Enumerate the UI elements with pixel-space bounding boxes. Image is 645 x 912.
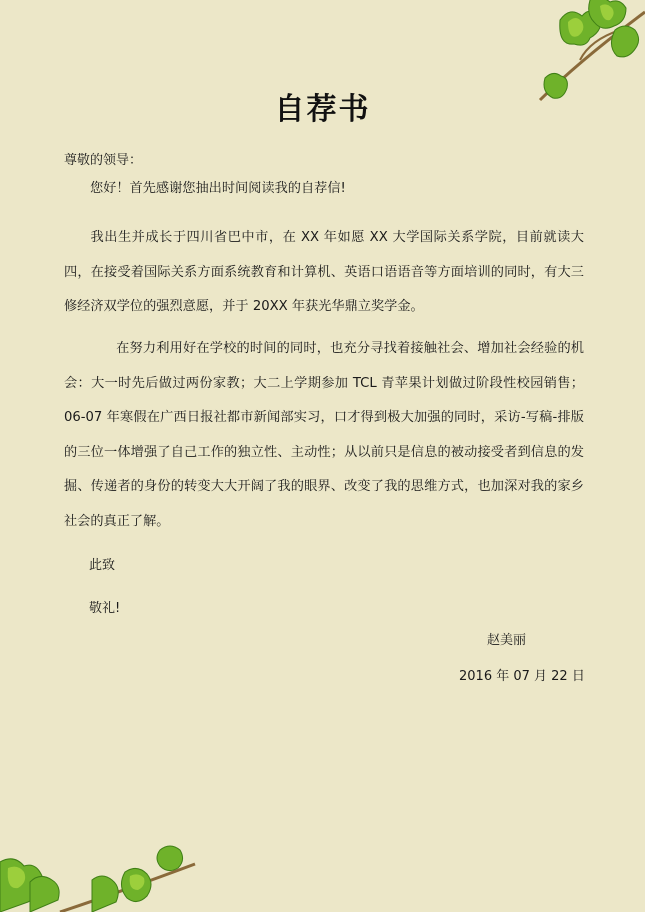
paragraph-background-text: 我出生并成长于四川省巴中市，在 XX 年如愿 XX 大学国际关系学院，目前就读大四，在接受着国际关系方面系统教育和计算机、英语口语语音等方面培训的同时，有大三修经济双学位的强烈意愿，并于 20XX 年获光华鼎立奖学金。: [64, 230, 584, 314]
letter-title: 自荐书: [274, 92, 371, 127]
leaf-cluster-decoration-bottom-left: [0, 842, 200, 912]
signature: 赵美丽: [487, 633, 527, 648]
letter-greeting: 尊敬的领导：: [64, 153, 143, 168]
paragraph-experience-text: 在努力利用好在学校的时间的同时，也充分寻找着接触社会、增加社会经验的机会：大一时先后做过两份家教；大二上学期参加 TCL 青苹果计划做过阶段性校园销售；06-07 年寒假在广西日报社都市新闻部实习，口才得到极大加强的同时，采访-写稿-排版的三位一体增强了自己工作的独立性、主动性；从以前只是信息的被动接受者到信息的发掘、传递者的身份的转变大大开阔了我的眼界、改变了我的思维方式，也加深对我的家乡社会的真正了解。: [64, 341, 584, 529]
paragraph-background: [64, 221, 584, 325]
paragraph-opening: [64, 172, 584, 207]
paragraph-opening-text: 您好！首先感谢您抽出时间阅读我的自荐信!: [90, 181, 346, 196]
letter-date: 2016 年 07 月 22 日: [459, 669, 585, 684]
closing-line-2: 敬礼!: [89, 601, 121, 616]
closing-line-1: 此致: [89, 558, 116, 573]
paragraph-experience: [64, 332, 584, 539]
